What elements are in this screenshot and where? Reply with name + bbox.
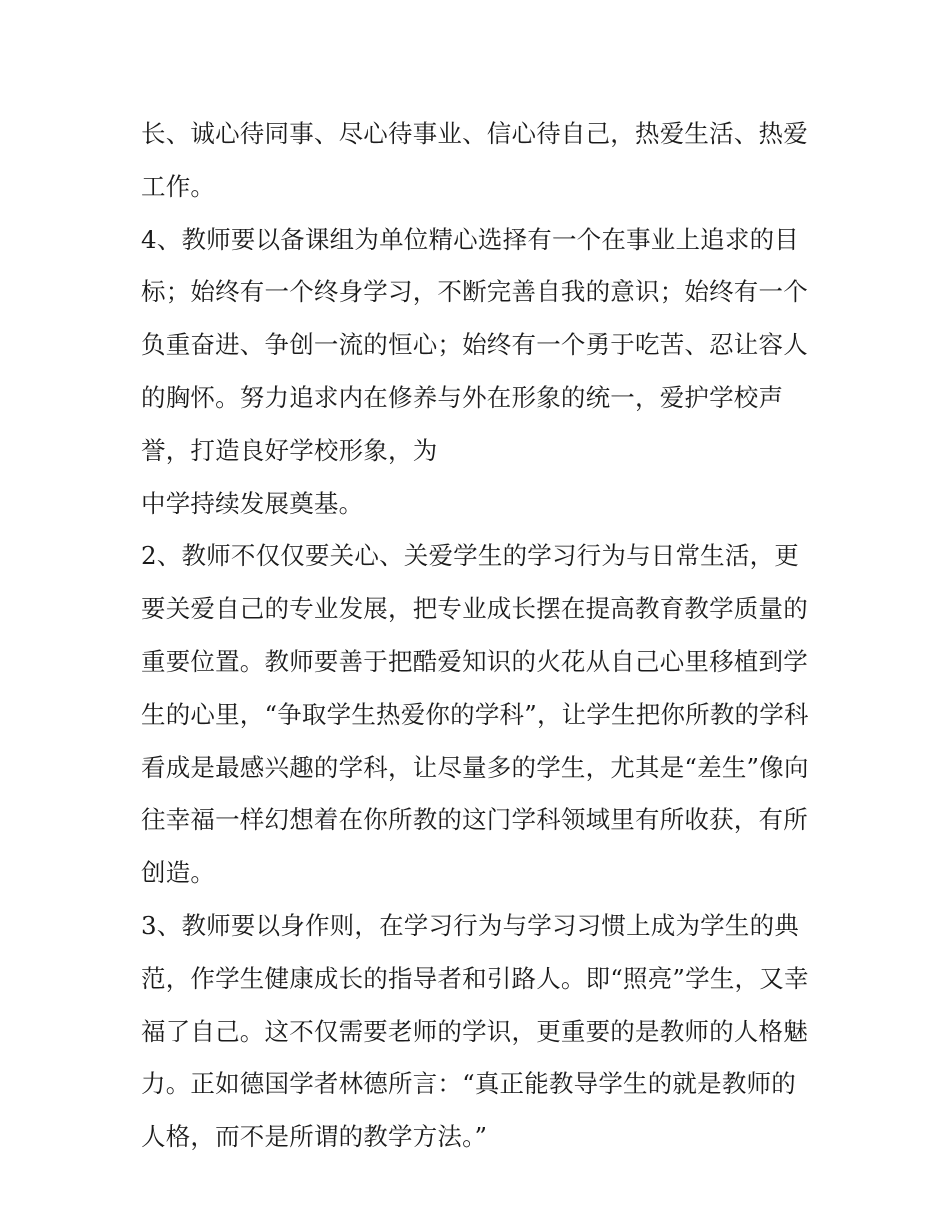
text-line-14: 往幸福一样幻想着在你所教的这门学科领域里有所收获，有所 bbox=[141, 805, 808, 835]
text-line-18: 福了自己。这不仅需要老师的学识，更重要的是教师的人格魅 bbox=[141, 1016, 808, 1046]
body-text bbox=[141, 108, 821, 1164]
text-line-11: 重要位置。教师要善于把酷爱知识的火花从自己心里移植到学 bbox=[141, 646, 808, 676]
text-line-8: 中学持续发展奠基。 bbox=[141, 488, 364, 518]
text-line-10: 要关爱自己的专业发展，把专业成长摆在提高教育教学质量的 bbox=[141, 594, 808, 624]
text-line-7: 誉，打造良好学校形象，为 bbox=[141, 435, 438, 465]
text-line-16: 3、教师要以身作则，在学习行为与学习习惯上成为学生的典 bbox=[141, 910, 799, 940]
text-line-3: 4、教师要以备课组为单位精心选择有一个在事业上追求的目 bbox=[141, 224, 799, 254]
text-line-13: 看成是最感兴趣的学科，让尽量多的学生，尤其是“差生”像向 bbox=[141, 752, 809, 782]
text-line-12: 生的心里，“争取学生热爱你的学科”，让学生把你所教的学科 bbox=[141, 699, 809, 729]
text-line-9: 2、教师不仅仅要关心、关爱学生的学习行为与日常生活，更 bbox=[141, 541, 799, 571]
text-line-2: 工作。 bbox=[141, 171, 216, 201]
text-line-19: 力。正如德国学者林德所言：“真正能教导学生的就是教师的 bbox=[141, 1069, 796, 1099]
text-line-20: 人格，而不是所谓的教学方法。” bbox=[141, 1122, 488, 1152]
text-line-17: 范，作学生健康成长的指导者和引路人。即“照亮”学生，又幸 bbox=[141, 963, 809, 993]
text-line-15: 创造。 bbox=[141, 858, 216, 888]
text-line-1: 长、诚心待同事、尽心待事业、信心待自己，热爱生活、热爱 bbox=[141, 119, 808, 148]
text-line-5: 负重奋进、争创一流的恒心；始终有一个勇于吃苦、忍让容人 bbox=[141, 330, 808, 360]
text-line-4: 标；始终有一个终身学习，不断完善自我的意识；始终有一个 bbox=[141, 277, 808, 307]
text-line-6: 的胸怀。努力追求内在修养与外在形象的统一，爱护学校声 bbox=[141, 382, 784, 412]
